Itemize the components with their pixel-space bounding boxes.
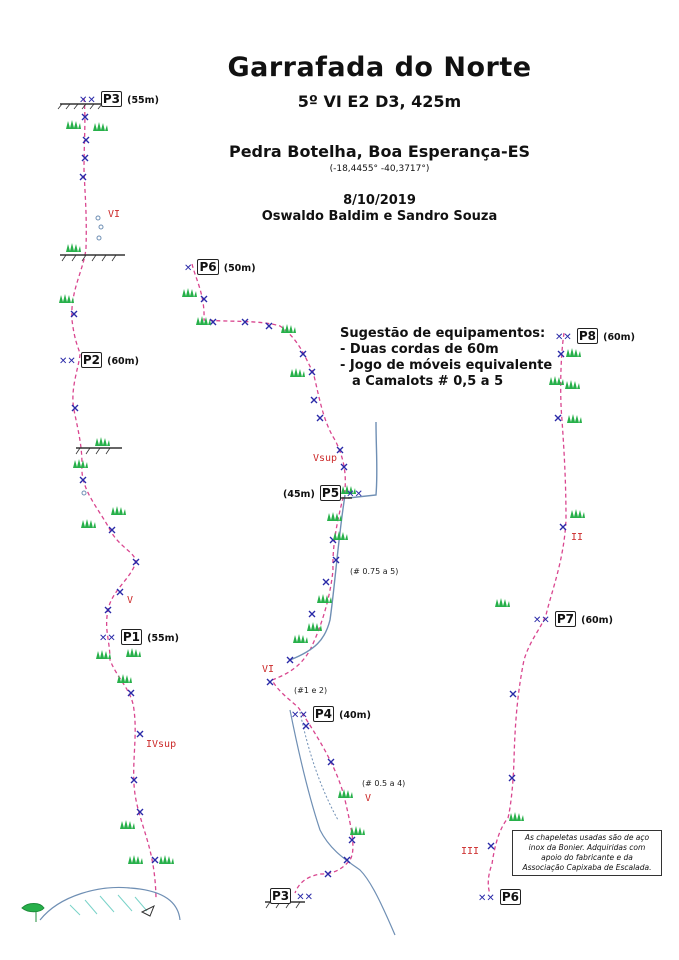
bolt-icon: ✕✕ (291, 710, 308, 721)
bolt-icon: ✕ (184, 263, 193, 274)
ground-hatch (70, 895, 147, 915)
hold-mark (96, 216, 100, 220)
equipment-item: - Jogo de móveis equivalente (340, 358, 553, 373)
gear-note: (# 0.75 a 5) (350, 567, 399, 576)
gear-note: (#1 e 2) (294, 686, 328, 695)
route-coordinates: (-18,4455° -40,3717°) (329, 164, 430, 174)
bolt-icon: ✕✕ (296, 892, 314, 903)
route-grade-line: 5º VI E2 D3, 425m (297, 92, 462, 111)
gear-note: (# 0.5 a 4) (362, 779, 406, 788)
grade-label: III (461, 846, 480, 857)
pitch-length: (60m) (107, 356, 139, 367)
belay-p3-mid (270, 885, 313, 904)
note-line: Associação Capixaba de Escalada. (522, 863, 652, 872)
hold-mark (97, 236, 101, 240)
belay-p6-mid (184, 256, 256, 275)
ground-boulder (40, 887, 180, 920)
grade-label: II (571, 532, 584, 543)
pitch-length: (60m) (581, 615, 613, 626)
belay-label: P1 (122, 630, 141, 644)
belay-label: P6 (199, 260, 217, 274)
mid-route-line (192, 264, 353, 893)
route-title: Garrafada do Norte (227, 52, 532, 83)
pitch-length: (40m) (339, 710, 371, 721)
equipment-item: - Duas cordas de 60m (340, 342, 499, 357)
belay-label: P3 (102, 92, 121, 106)
belay-p3-left (79, 88, 159, 107)
belay-p4 (291, 703, 371, 722)
grade-label: VI (262, 664, 275, 675)
belay-label: P6 (501, 890, 520, 904)
note-line: As chapeletas usadas são de aço (524, 833, 650, 842)
bolt-icon: ✕✕ (346, 489, 363, 500)
belay-p6-right (478, 886, 521, 905)
belay-p1 (99, 626, 179, 645)
route-date: 8/10/2019 (343, 193, 416, 208)
belay-p7 (533, 608, 613, 627)
belay-p5 (283, 482, 363, 501)
note-line: apoio do fabricante e da (541, 853, 633, 862)
bolt-icon: ✕✕ (555, 332, 572, 343)
grade-label: IVsup (146, 739, 177, 750)
bolt-icon: ✕✕ (79, 95, 96, 106)
hold-mark (82, 491, 86, 495)
grade-label: V (127, 595, 134, 606)
belay-label: P7 (556, 612, 575, 626)
bolt-icon: ✕✕ (478, 893, 495, 904)
pitch-length: (50m) (223, 263, 256, 274)
equipment-heading: Sugestão de equipamentos: (340, 326, 546, 341)
belay-label: P3 (272, 889, 290, 903)
belay-label: P8 (578, 329, 597, 343)
bolt-icon: ✕✕ (99, 633, 116, 644)
grade-label: Vsup (313, 453, 338, 464)
belay-p2 (59, 349, 139, 368)
rock-flake (300, 712, 338, 820)
note-line: inox da Bonier. Adquiridas com (528, 843, 646, 852)
bolt-icon: ✕✕ (533, 615, 550, 626)
pitch-length: (45m) (283, 489, 315, 500)
pitch-length: (60m) (603, 332, 635, 343)
route-authors: Oswaldo Baldim e Sandro Souza (261, 209, 498, 224)
belay-label: P4 (314, 707, 333, 721)
belay-p8 (555, 325, 635, 344)
grade-label: VI (108, 209, 121, 220)
ledge-hatch (62, 255, 116, 261)
pitch-length: (55m) (127, 95, 159, 106)
belay-label: P5 (321, 486, 340, 500)
bolt-icon: ✕✕ (59, 356, 76, 367)
pitch-length: (55m) (147, 633, 179, 644)
route-location: Pedra Botelha, Boa Esperança-ES (228, 142, 531, 161)
bolts-note (512, 830, 662, 876)
belay-label: P2 (82, 353, 101, 367)
grade-label: V (365, 793, 372, 804)
hold-mark (99, 225, 103, 229)
equipment-item: a Camalots # 0,5 a 5 (352, 374, 504, 389)
